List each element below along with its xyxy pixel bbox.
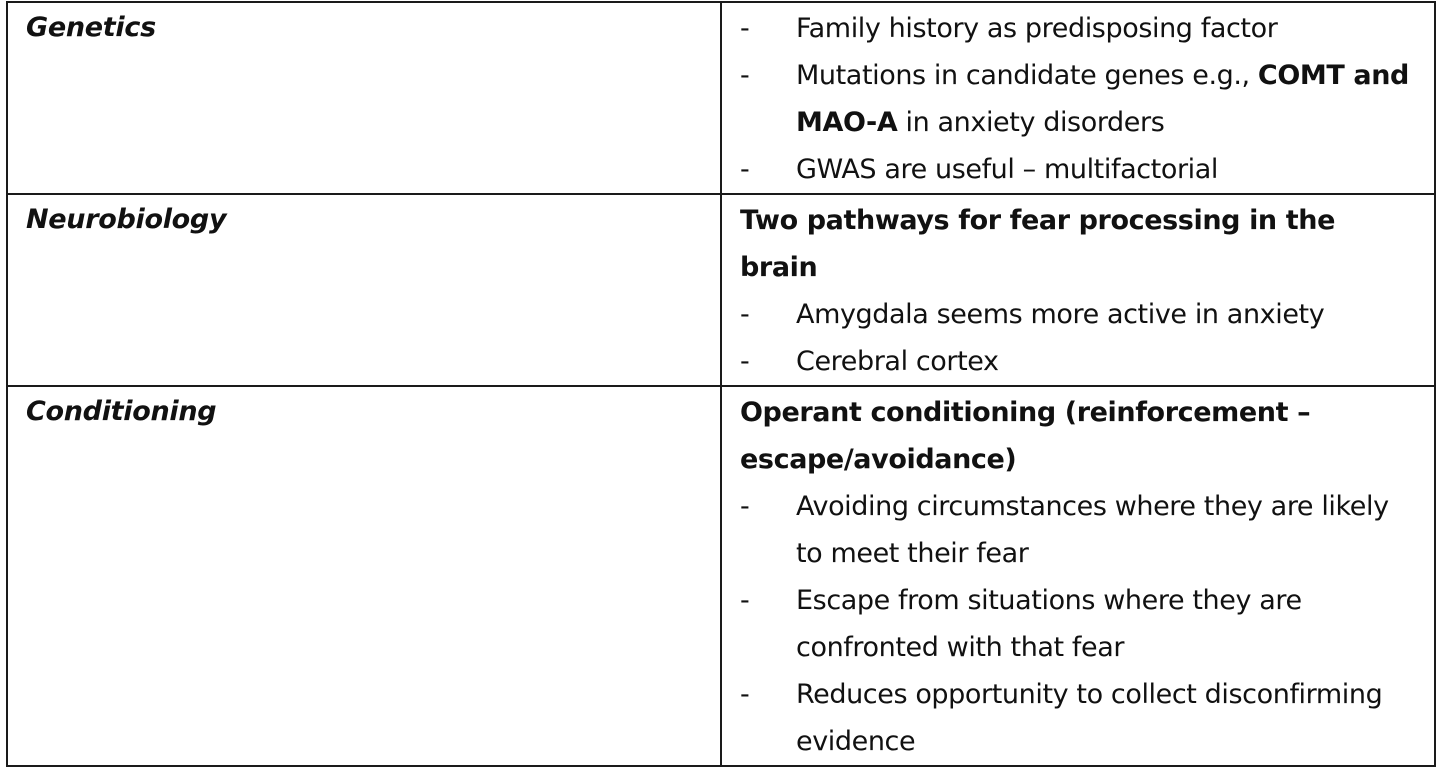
bullet-list xyxy=(740,5,1420,193)
item-text: Avoiding circumstances where they are likely to meet their fear xyxy=(796,491,1389,569)
list-item xyxy=(740,5,1420,52)
table-row-neurobiology xyxy=(7,194,1435,386)
list-item xyxy=(740,146,1420,193)
row-label: Conditioning xyxy=(26,396,217,427)
content-cell xyxy=(721,2,1435,194)
item-bold-text: COMT and MAO-A xyxy=(796,60,1409,138)
cell-heading: Two pathways for fear processing in the brain xyxy=(740,205,1335,283)
bullet-list xyxy=(740,291,1420,385)
label-cell xyxy=(7,2,721,194)
dash-bullet: - xyxy=(740,60,750,91)
list-item xyxy=(740,52,1420,146)
dash-bullet: - xyxy=(740,154,750,185)
list-item xyxy=(740,577,1420,671)
bullet-list xyxy=(740,483,1420,765)
item-text: Reduces opportunity to collect disconfirming evidence xyxy=(796,679,1383,757)
dash-bullet: - xyxy=(740,491,750,522)
table-row-conditioning xyxy=(7,386,1435,766)
table-row-genetics xyxy=(7,2,1435,194)
row-label: Neurobiology xyxy=(26,204,227,235)
content-cell xyxy=(721,386,1435,766)
row-label: Genetics xyxy=(26,12,156,43)
dash-bullet: - xyxy=(740,13,750,44)
label-cell xyxy=(7,194,721,386)
dash-bullet: - xyxy=(740,346,750,377)
item-text: GWAS are useful – multifactorial xyxy=(796,154,1219,185)
item-text: Cerebral cortex xyxy=(796,346,999,377)
factors-table xyxy=(6,1,1436,767)
content-cell xyxy=(721,194,1435,386)
dash-bullet: - xyxy=(740,679,750,710)
item-text: Escape from situations where they are confronted with that fear xyxy=(796,585,1302,663)
item-text: Family history as predisposing factor xyxy=(796,13,1278,44)
cell-heading: Operant conditioning (reinforcement – escape/avoidance) xyxy=(740,397,1311,475)
label-cell xyxy=(7,386,721,766)
dash-bullet: - xyxy=(740,299,750,330)
dash-bullet: - xyxy=(740,585,750,616)
item-text: Mutations in candidate genes e.g., xyxy=(796,60,1258,91)
list-item xyxy=(740,483,1420,577)
item-text: Amygdala seems more active in anxiety xyxy=(796,299,1325,330)
item-text: in anxiety disorders xyxy=(897,107,1165,138)
list-item xyxy=(740,338,1420,385)
list-item xyxy=(740,291,1420,338)
